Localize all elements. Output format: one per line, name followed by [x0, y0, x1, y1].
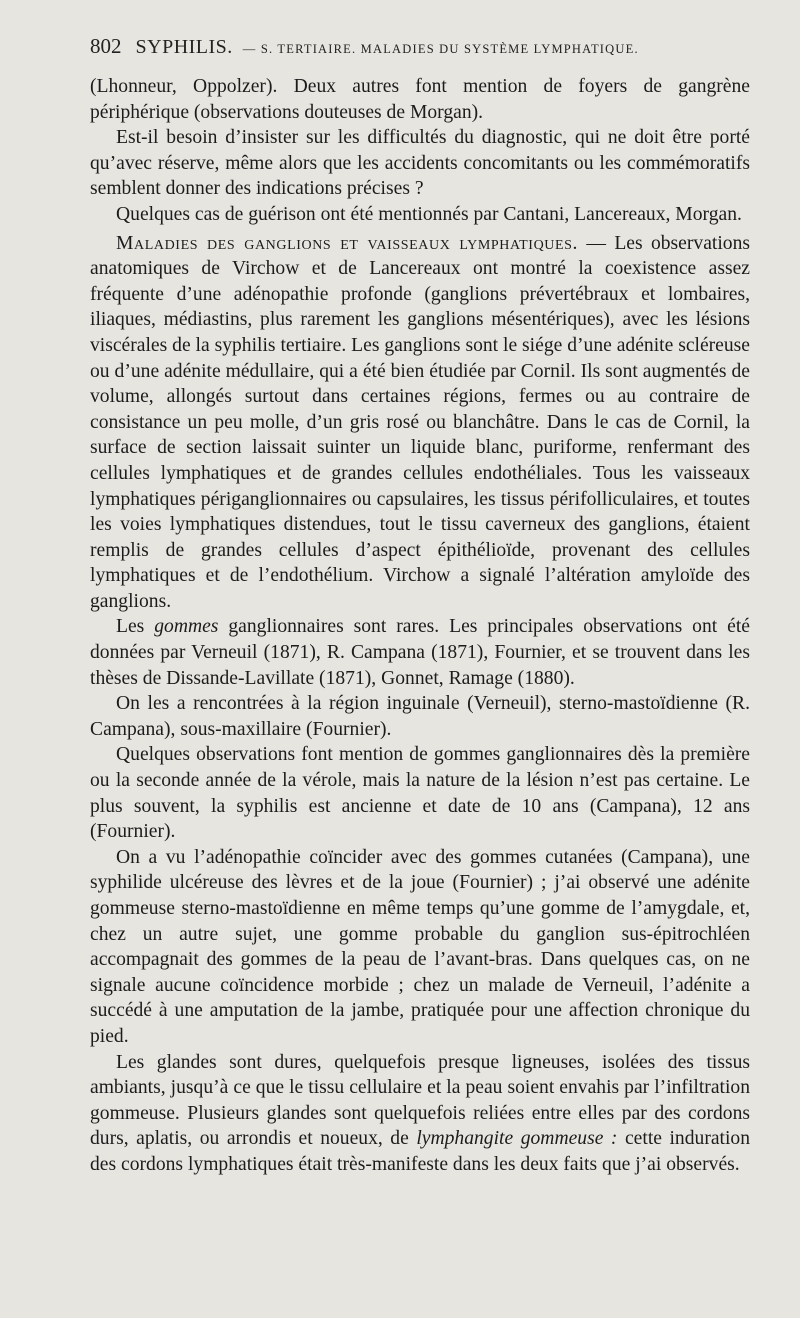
page-number: 802	[90, 34, 122, 58]
running-subtitle: — S. TERTIAIRE. MALADIES DU SYSTÈME LYMPHATIQUE.	[242, 42, 639, 56]
running-title: SYPHILIS.	[135, 36, 233, 58]
paragraph: Les gommes ganglionnaires sont rares. Les principales observations ont été données par Verneuil (1871), R. Campana (1871), Fournier, et se trouvent dans les thèses de Dissande-Lavillate (1871), Gonnet, Ramage (1880).	[90, 616, 750, 689]
running-header	[90, 34, 760, 59]
italic-term: gommes	[154, 616, 219, 638]
paragraph: Quelques observations font mention de gommes ganglionnaires dès la première ou la seconde année de la vérole, mais la nature de la lésion n’est pas certaine. Le plus souvent, la syphilis est ancienne et date de 10 ans (Campana), 12 ans (Fournier).	[90, 744, 750, 843]
paragraph: Quelques cas de guérison ont été mentionnés par Cantani, Lancereaux, Morgan.	[116, 203, 742, 225]
section-heading: Maladies des ganglions et vaisseaux lymphatiques.	[116, 232, 579, 254]
paragraph: On les a rencontrées à la région inguinale (Verneuil), sterno-mastoïdienne (R. Campana), sous-maxillaire (Fournier).	[90, 693, 750, 740]
paragraph: On a vu l’adénopathie coïncider avec des gommes cutanées (Campana), une syphilide ulcéreuse des lèvres et de la joue (Fournier) ; j’ai observé une adénite gommeuse sterno-mastoïdienne en même temps qu’une gomme de l’amygdale, et, chez un autre sujet, une gomme probable du ganglion sus-épitrochléen accompagnait des gommes de la peau de l’avant-bras. Dans quelques cas, on ne signale aucune coïncidence morbide ; chez un malade de Verneuil, l’adénite a succédé à une amputation de la jambe, pratiquée pour une affection chronique du pied.	[90, 846, 750, 1047]
paragraph: (Lhonneur, Oppolzer). Deux autres font mention de foyers de gangrène périphérique (observations douteuses de Morgan).	[90, 76, 750, 123]
body-text	[90, 74, 750, 1178]
section-paragraph: Maladies des ganglions et vaisseaux lymphatiques. — Les observations anatomiques de Virchow et de Lancereaux ont montré la coexistence assez fréquente d’une adénopathie profonde (ganglions prévertébraux et lombaires, iliaques, médiastins, plus rarement les ganglions mésentériques), avec les lésions viscérales de la syphilis tertiaire. Les ganglions sont le siége d’une adénite scléreuse ou d’une adénite médullaire, qui a été bien étudiée par Cornil. Ils sont augmentés de volume, allongés surtout dans certaines régions, fermes ou au contraire de consistance un peu molle, d’un gris rosé ou blanchâtre. Dans le cas de Cornil, la surface de section laissait suinter un liquide blanc, puriforme, renfermant des cellules lymphatiques et de grandes cellules endothéliales. Tous les vaisseaux lymphatiques périganglionnaires ou capsulaires, les tissus périfolliculaires, et toutes les voies lymphatiques distendues, tout le tissu caverneux des ganglions, étaient remplis de grandes cellules d’aspect épithélioïde, provenant des cellules lymphatiques et de l’endothélium. Virchow a signalé l’altération amyloïde des ganglions.	[90, 232, 750, 612]
paragraph: Les glandes sont dures, quelquefois presque ligneuses, isolées des tissus ambiants, jusqu’à ce que le tissu cellulaire et la peau soient envahis par l’infiltration gommeuse. Plusieurs glandes sont quelquefois reliées entre elles par des cordons durs, aplatis, ou arrondis et noueux, de lymphangite gommeuse : cette induration des cordons lymphatiques était très-manifeste dans les deux faits que j’ai observés.	[90, 1051, 751, 1175]
paragraph: Est-il besoin d’insister sur les difficultés du diagnostic, qui ne doit être porté qu’avec réserve, même alors que les accidents concomitants ou les commémoratifs semblent donner des indications précises ?	[90, 127, 750, 200]
italic-term: lymphangite gommeuse :	[416, 1128, 618, 1150]
